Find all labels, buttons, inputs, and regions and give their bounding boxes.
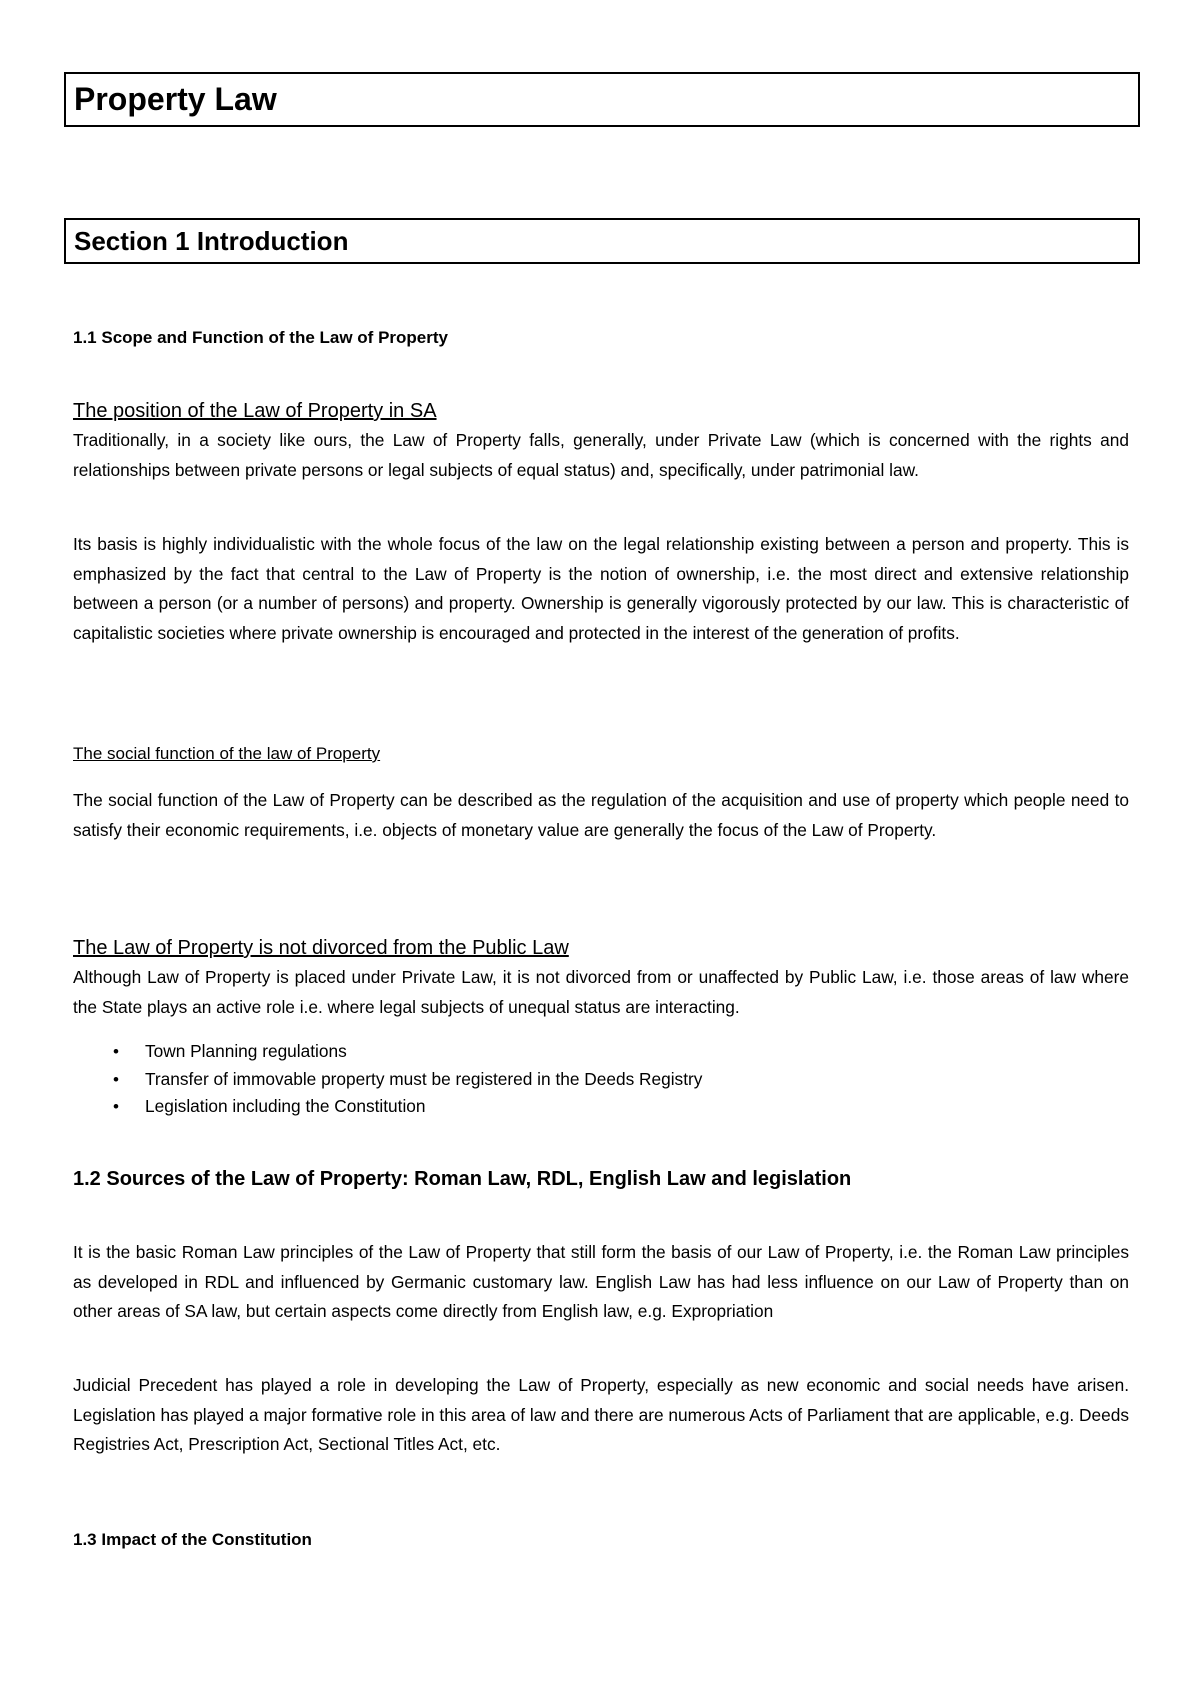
heading-public-law: The Law of Property is not divorced from the Public Law <box>73 937 569 959</box>
bullet-list <box>73 1038 1073 1121</box>
subsection-heading-1-1: 1.1 Scope and Function of the Law of Property <box>73 328 448 347</box>
subsection-heading-1-2: 1.2 Sources of the Law of Property: Roman Law, RDL, English Law and legislation <box>73 1168 852 1190</box>
section-title-text: Section 1 Introduction <box>74 225 349 256</box>
list-item <box>73 1038 1073 1066</box>
list-item-text: Town Planning regulations <box>145 1041 347 1061</box>
list-item-text: Legislation including the Constitution <box>145 1096 426 1116</box>
paragraph-position-1: Traditionally, in a society like ours, the Law of Property falls, generally, under Private Law (which is concerned with the rights and relationships between private persons or legal subjects of equal status) and, specifically, under patrimonial law. <box>73 430 1129 480</box>
paragraph-sources-1: It is the basic Roman Law principles of the Law of Property that still form the basis of our Law of Property, i.e. the Roman Law principles as developed in RDL and influenced by Germanic customary law. English Law has had less influence on our Law of Property than on other areas of SA law, but certain aspects come directly from English law, e.g. Expropriation <box>73 1242 1129 1321</box>
heading-position-of-law: The position of the Law of Property in SA <box>73 400 437 422</box>
section-title <box>64 218 1140 264</box>
heading-social-function: The social function of the law of Property <box>73 744 381 763</box>
document-title-text: Property Law <box>74 81 277 117</box>
list-item-text: Transfer of immovable property must be registered in the Deeds Registry <box>145 1068 703 1089</box>
bullet-icon: • <box>113 1069 119 1089</box>
document-title <box>64 72 1140 127</box>
subsection-heading-1-3: 1.3 Impact of the Constitution <box>73 1530 312 1549</box>
bullet-icon: • <box>113 1042 119 1061</box>
bullet-icon: • <box>113 1097 119 1116</box>
paragraph-sources-2: Judicial Precedent has played a role in developing the Law of Property, especially as new economic and social needs have arisen. Legislation has played a major formative role in this area of law and there are numerous Acts of Parliament that are applicable, e.g. Deeds Registries Act, Prescription Act, Sectional Titles Act, etc. <box>73 1375 1129 1454</box>
paragraph-social-function: The social function of the Law of Property can be described as the regulation of the acquisition and use of property which people need to satisfy their economic requirements, i.e. objects of monetary value are generally the focus of the Law of Property. <box>73 790 1129 840</box>
paragraph-position-2: Its basis is highly individualistic with the whole focus of the law on the legal relationship existing between a person and property. This is emphasized by the fact that central to the Law of Property is the notion of ownership, i.e. the most direct and extensive relationship between a person (or a number of persons) and property. Ownership is generally vigorously protected by our law. This is characteristic of capitalistic societies where private ownership is encouraged and protected in the interest of the generation of profits. <box>73 534 1129 643</box>
list-item <box>73 1066 1073 1094</box>
paragraph-public-law: Although Law of Property is placed under Private Law, it is not divorced from or unaffected by Public Law, i.e. those areas of law where the State plays an active role i.e. where legal subjects of unequal status are interacting. <box>73 967 1129 1017</box>
list-item <box>73 1093 1073 1121</box>
